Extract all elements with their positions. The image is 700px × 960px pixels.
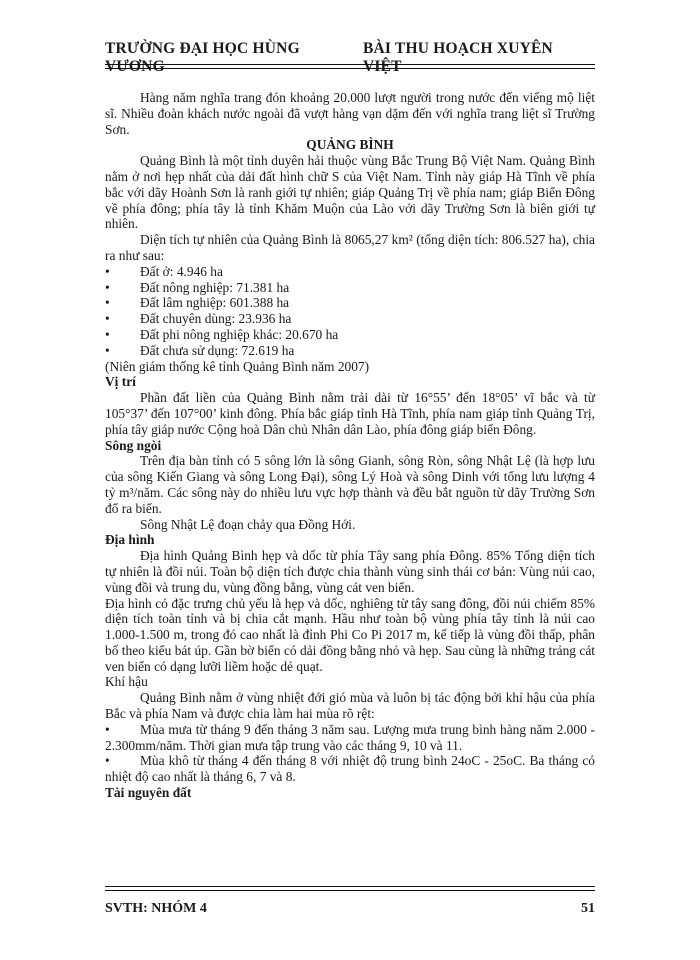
page-number: 51	[581, 901, 595, 916]
header-rule-thin	[105, 68, 595, 69]
bullet-icon: •	[105, 263, 110, 279]
heading-climate: Khí hậu	[105, 674, 148, 690]
page-footer	[105, 901, 595, 917]
terrain-paragraph: Địa hình Quảng Bình hẹp và dốc từ phía Tây sang phía Đông. 85% Tổng diện tích tự nhiên là đồi núi. Toàn bộ diện tích được chia thành vùng sinh thái cơ bản: Vùng núi cao, vùng đồi và trung du, vùng đồng bằng, vùng cát ven biển.	[105, 548, 595, 595]
footer-group-name: SVTH: NHÓM 4	[105, 901, 207, 916]
list-item: • Mùa mưa từ tháng 9 đến tháng 3 năm sau. Lượng mưa trung bình hàng năm 2.000 - 2.300mm/năm. Thời gian mưa tập trung vào các tháng 9, 10 và 11.	[105, 721, 595, 753]
header-rule-thick	[105, 64, 595, 65]
bullet-icon: •	[105, 295, 110, 311]
bullet-icon: •	[105, 342, 110, 358]
climate-paragraph: Quảng Bình nằm ở vùng nhiệt đới gió mùa và luôn bị tác động bởi khí hậu của phía Bắc và phía Nam và được chia làm hai mùa rõ rệt:	[105, 690, 595, 722]
heading-location: Vị trí	[105, 374, 136, 390]
source-note: (Niên giám thống kê tỉnh Quảng Bình năm 2007)	[105, 358, 370, 374]
rivers-caption: Sông Nhật Lệ đoạn chảy qua Đồng Hới.	[140, 516, 356, 532]
terrain-paragraph-2: Địa hình có đặc trưng chủ yếu là hẹp và dốc, nghiêng từ tây sang đông, đồi núi chiếm 85% diện tích toàn tỉnh và bị chia cắt mạnh. Hầu như toàn bộ vùng phía tây tỉnh là núi cao 1.000-1.500 m, trong đó cao nhất là đỉnh Phi Co Pi 2017 m, kế tiếp là vùng đồi thấp, phân bố theo kiểu bát úp. Gần bờ biển có dải đồng bằng nhỏ và hẹp. Sau cùng là những trảng cát ven biển có dạng lưỡi liềm hoặc dẻ quạt.	[105, 595, 595, 674]
list-item: • Đất nông nghiệp: 71.381 ha	[105, 279, 290, 295]
header-report-title: BÀI THU HOẠCH XUYÊN VIỆT	[362, 40, 553, 75]
footer-rule-thick	[105, 886, 595, 887]
land-use-list	[105, 264, 595, 359]
section-title: QUẢNG BÌNH	[306, 137, 394, 153]
list-item: • Mùa khô từ tháng 4 đến tháng 8 với nhiệt độ trung bình 24oC - 25oC. Ba tháng có nhiệt độ cao nhất là tháng 6, 7 và 8.	[105, 753, 595, 785]
footer-rule-thin	[105, 890, 595, 891]
list-item: • Đất chuyên dùng: 23.936 ha	[105, 311, 292, 327]
bullet-icon: •	[105, 311, 110, 327]
location-paragraph: Phần đất liền của Quảng Bình nằm trải dài từ 16°55’ đến 18°05’ vĩ bắc và từ 105°37’ đến 107°00’ kinh đông. Phía bắc giáp tỉnh Hà Tĩnh, phía nam giáp tỉnh Quảng Trị, phía tây giáp nước Cộng hoà Dân chủ Nhân dân Lào, phía đông giáp biển Đông.	[105, 390, 595, 437]
header-school-name: TRƯỜNG ĐẠI HỌC HÙNG VƯƠNG	[105, 40, 300, 75]
bullet-icon: •	[105, 326, 110, 342]
intro-paragraph: Hàng năm nghĩa trang đón khoảng 20.000 lượt người trong nước đến viếng mộ liệt sĩ. Nhiều đoàn khách nước ngoài đã vượt hàng vạn dặm đến với nghĩa trang liệt sĩ Trường Sơn.	[105, 90, 595, 137]
heading-rivers: Sông ngòi	[105, 437, 162, 453]
heading-land-resources: Tài nguyên đất	[105, 785, 192, 801]
rivers-paragraph: Trên địa bàn tỉnh có 5 sông lớn là sông Gianh, sông Ròn, sông Nhật Lệ (là hợp lưu của sông Kiến Giang và sông Long Đại), sông Lý Hoà và sông Dinh với tổng lưu lượng 4 tỷ m³/năm. Các sông này do nhiều lưu vực hợp thành và đều bắt nguồn từ dãy Trường Sơn đổ ra biển.	[105, 453, 595, 516]
list-item: • Đất ở: 4.946 ha	[105, 263, 223, 279]
heading-terrain: Địa hình	[105, 532, 155, 548]
bullet-icon: •	[105, 279, 110, 295]
list-item: • Đất chưa sử dụng: 72.619 ha	[105, 342, 295, 358]
list-item: • Đất phi nông nghiệp khác: 20.670 ha	[105, 326, 339, 342]
climate-seasons-list	[105, 722, 595, 785]
page-header	[105, 40, 595, 76]
list-item: • Đất lâm nghiệp: 601.388 ha	[105, 295, 290, 311]
overview-paragraph: Quảng Bình là một tỉnh duyên hải thuộc vùng Bắc Trung Bộ Việt Nam. Quảng Bình nằm ở nơi hẹp nhất của dải đất hình chữ S của Việt Nam. Tỉnh này giáp Hà Tĩnh về phía bắc với dãy Hoành Sơn là ranh giới tự nhiên; giáp Quảng Trị về phía nam; giáp Biển Đông về phía đông; phía tây là tỉnh Khăm Muộn của Lào với dãy Trường Sơn là biên giới tự nhiên.	[105, 153, 595, 232]
area-paragraph: Diện tích tự nhiên của Quảng Bình là 8065,27 km² (tổng diện tích: 806.527 ha), chia ra như sau:	[105, 232, 595, 263]
page-body	[105, 90, 595, 801]
